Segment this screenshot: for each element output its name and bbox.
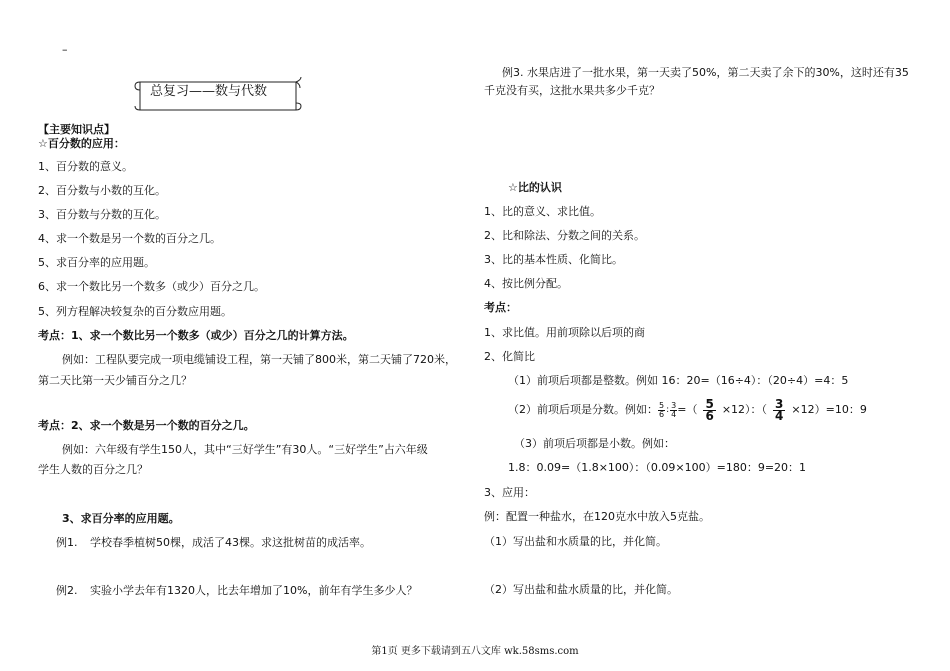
- percent-item: 6、求一个数比另一个数多（或少）百分之几。: [38, 280, 265, 293]
- fraction-denominator: 4: [671, 409, 677, 419]
- fraction-numerator: 3: [775, 396, 784, 411]
- example-2-line1: 例如：六年级有学生150人，其中“三好学生”有30人。“三好学生”占六年级: [62, 443, 428, 456]
- fraction-denominator: 4: [775, 408, 784, 423]
- kaodian-item-1: 1、求比值。用前项除以后项的商: [484, 326, 645, 339]
- ex2-text: 实验小学去年有1320人，比去年增加了10%，前年有学生多少人？: [90, 584, 418, 597]
- title-banner: [132, 76, 304, 112]
- page-footer: 第1页 更多下载请到五八文库 wk.58sms.com: [371, 646, 579, 657]
- big-fraction-3-4: [773, 396, 785, 423]
- percent-item: 5、求百分率的应用题。: [38, 256, 155, 269]
- example-1-line2: 第二天比第一天少铺百分之几？: [38, 374, 192, 387]
- fraction-3-4: [670, 402, 677, 419]
- kaodian-item-2: 2、化简比: [484, 350, 535, 363]
- example-2-line2: 学生人数的百分之几？: [38, 463, 148, 476]
- kaodian-2: 考点：2、求一个数是另一个数的百分之几。: [38, 419, 255, 432]
- ex1-label: 例1.: [56, 536, 78, 549]
- fraction-numerator: 5: [705, 396, 714, 411]
- question-1: （1）写出盐和水质量的比，并化简。: [484, 535, 667, 548]
- times-12-a: ×12）：（: [721, 403, 768, 416]
- percent-item: 4、求一个数是另一个数的百分之几。: [38, 232, 221, 245]
- ex3-line1: 例3. 水果店进了一批水果，第一天卖了50%，第二天卖了余下的30%，这时还有35: [502, 66, 909, 79]
- simplify-fraction-label: （2）前项后项是分数。例如：: [508, 403, 658, 416]
- percent-item: 1、百分数的意义。: [38, 160, 133, 173]
- fraction-numerator: 5: [659, 400, 665, 410]
- main-points-heading: 【主要知识点】: [38, 123, 115, 136]
- fraction-denominator: 6: [705, 408, 714, 423]
- simplify-decimal-calc: 1.8：0.09=（1.8×100）：（0.09×100）=180：9=20：1: [508, 461, 807, 474]
- equals-paren: =（: [677, 403, 698, 416]
- kaodian-1: 考点：1、求一个数比另一个数多（或少）百分之几的计算方法。: [38, 329, 354, 342]
- kaodian-heading: 考点：: [484, 301, 517, 314]
- simplify-fraction: [508, 397, 867, 423]
- ratio-item: 4、按比例分配。: [484, 277, 568, 290]
- ratio-colon: :: [666, 405, 670, 415]
- big-fraction-5-6: [703, 396, 715, 423]
- question-2: （2）写出盐和盐水质量的比，并化简。: [484, 583, 678, 596]
- ratio-heading: ☆比的认识: [508, 181, 562, 194]
- ratio-item: 1、比的意义、求比值。: [484, 205, 601, 218]
- fraction-denominator: 6: [659, 409, 665, 419]
- times-12-b: ×12）=10：9: [791, 403, 867, 416]
- page-title: 总复习——数与代数: [150, 84, 268, 99]
- ratio-item: 2、比和除法、分数之间的关系。: [484, 229, 645, 242]
- percent-item: 5、列方程解决较复杂的百分数应用题。: [38, 305, 232, 318]
- simplify-decimal: （3）前项后项都是小数。例如：: [514, 437, 675, 450]
- percent-item: 2、百分数与小数的互化。: [38, 184, 166, 197]
- header-mark: –: [62, 43, 68, 56]
- percent-heading: ☆百分数的应用：: [38, 137, 125, 150]
- fraction-numerator: 3: [671, 400, 677, 410]
- fraction-5-6: [658, 402, 665, 419]
- example-1-line1: 例如：工程队要完成一项电缆铺设工程，第一天铺了800米，第二天铺了720米，: [62, 353, 456, 366]
- ex3-line2: 千克没有买，这批水果共多少千克？: [484, 84, 660, 97]
- percent-item: 3、百分数与分数的互化。: [38, 208, 166, 221]
- section-3-heading: 3、求百分率的应用题。: [62, 512, 180, 525]
- application-example: 例：配置一种盐水，在120克水中放入5克盐。: [484, 510, 710, 523]
- ex1-text: 学校春季植树50棵，成活了43棵。求这批树苗的成活率。: [90, 536, 371, 549]
- simplify-integer: （1）前项后项都是整数。例如 16：20=（16÷4）：（20÷4）=4：5: [508, 374, 849, 387]
- application-heading: 3、应用：: [484, 486, 535, 499]
- ratio-item: 3、比的基本性质、化简比。: [484, 253, 623, 266]
- ex2-label: 例2.: [56, 584, 78, 597]
